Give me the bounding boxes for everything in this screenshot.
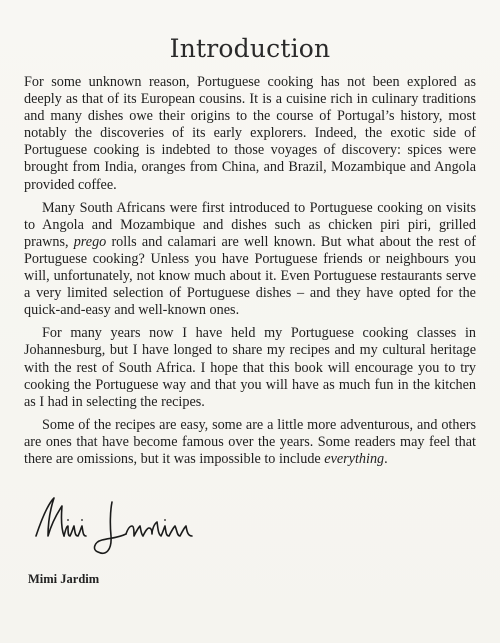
- paragraph-2: [24, 200, 476, 320]
- author-name: Mimi Jardim: [28, 572, 100, 586]
- paragraph-2-part-1: Many South Africans were first introduced to Portuguese cooking on visits to Angola and Mozambique and dishes such as chicken piri piri, grilled prawns,: [24, 199, 476, 250]
- paragraph-3: [24, 325, 476, 410]
- paragraph-3-text: For many years now I have held my Portuguese cooking classes in Johannesburg, but I have longed to share my recipes and my cultural heritage with the rest of South Africa. I hope that this book will encourage you to try cooking the Portuguese way and that you will have as much fun in the kitchen as I had in selecting the recipes.: [24, 325, 476, 410]
- paragraph-1: [24, 74, 476, 194]
- body-text: [24, 74, 476, 474]
- paragraph-4-italic-everything: everything: [324, 450, 385, 467]
- paragraph-4-part-1: Some of the recipes are easy, some are a little more adventurous, and others are ones that have become famous over the years. Some readers may feel that there are omissions, but it was impossible to include: [24, 416, 476, 467]
- page-title: Introduction: [169, 34, 331, 63]
- paragraph-4: [24, 417, 476, 468]
- paragraph-4-part-3: .: [384, 450, 388, 467]
- paragraph-2-part-3: rolls and calamari are well known. But what about the rest of Portuguese cooking? Unless you have Portuguese friends or neighbours you will, unfortunately, not know much about it. Even Portuguese restaurants serve a very limited selection of Portuguese dishes – and they have opted for the quick-and-easy and well-known ones.: [24, 233, 476, 319]
- paragraph-1-text: For some unknown reason, Portuguese cooking has not been explored as deeply as that of its European cousins. It is a cuisine rich in culinary traditions and many dishes owe their origins to the course of Portugal’s history, most notably the discoveries of its early explorers. Indeed, the exotic side of Portuguese cooking is indebted to those voyages of discovery: spices were brought from India, oranges from China, and Brazil, Mozambique and Angola provided coffee.: [24, 74, 476, 193]
- paragraph-2-italic-prego: prego: [73, 233, 107, 250]
